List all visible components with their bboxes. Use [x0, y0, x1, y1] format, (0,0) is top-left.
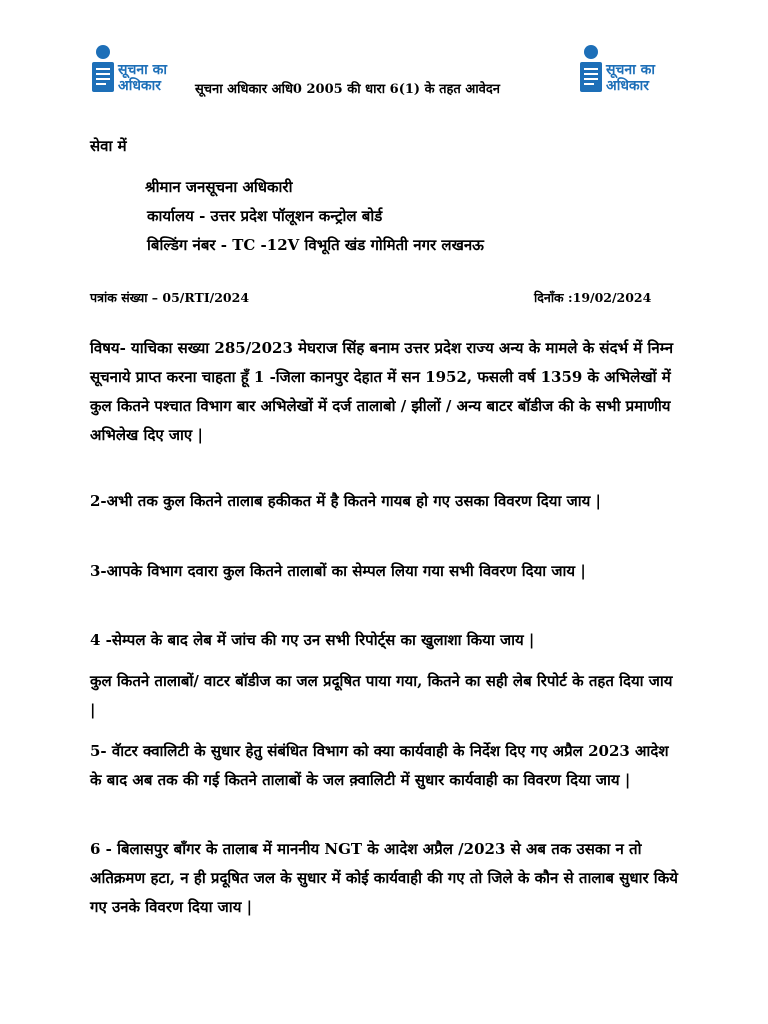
- logo-line2: अधिकार: [118, 78, 162, 94]
- building-line: बिल्डिंग नंबर - TC -12V विभूति खंड गोमिती नगर लखनऊ: [147, 236, 484, 254]
- polluted-count-paragraph: कुल कितने तालाबों/ वाटर बॉडीज का जल प्रदूषित पाया गया, कितने का सही लेब रिपोर्ट के तहत दिया जाय |: [90, 672, 673, 719]
- logo-text: [606, 62, 655, 94]
- point-4-paragraph: 4 -सेम्पल के बाद लेब में जांच की गए उन सभी रिपोर्ट्स का खुलाशा किया जाय |: [90, 631, 535, 649]
- subject-paragraph: विषय- याचिका सख्या 285/2023 मेघराज सिंह बनाम उत्तर प्रदेश राज्य अन्य के मामले के संदर्भ में निम्न सूचनाये प्राप्त करना चाहता हूँ 1 -जिला कानपुर देहात में सन 1952, फसली वर्ष 1359 के अभिलेखों में कुल कितने पश्चात विभाग बार अभिलेखों में दर्ज तालाबो / झीलों / अन्य बाटर बॉडीज की के सभी प्रमाणीय अभिलेख दिए जाए |: [90, 339, 674, 444]
- rti-emblem-icon: [578, 44, 608, 96]
- addressee-line: श्रीमान जनसूचना अधिकारी: [145, 178, 293, 196]
- letter-date: दिनाँक :19/02/2024: [534, 290, 652, 305]
- letter-reference: पत्रांक संख्या – 05/RTI/2024: [90, 290, 250, 305]
- rti-logo-right: [578, 44, 678, 104]
- point-3-paragraph: 3-आपके विभाग दवारा कुल कितने तालाबों का सेम्पल लिया गया सभी विवरण दिया जाय |: [90, 562, 586, 580]
- office-line: कार्यालय - उत्तर प्रदेश पॉलूशन कन्ट्रोल बोर्ड: [147, 207, 383, 225]
- header-title: सूचना अधिकार अधि0 2005 की धारा 6(1) के तहत आवेदन: [195, 82, 500, 97]
- point-2-paragraph: 2-अभी तक कुल कितने तालाब हकीकत में है कितने गायब हो गए उसका विवरण दिया जाय |: [90, 492, 601, 510]
- logo-text: [118, 62, 167, 94]
- point-6-paragraph: 6 - बिलासपुर बाँगर के तालाब में माननीय NGT के आदेश अप्रैल /2023 से अब तक उसका न तो अतिक्रमण हटा, न ही प्रदूषित जल के सुधार में कोई कार्यवाही की गए तो जिले के कौन से तालाब सुधार किये गए उनके विवरण दिया जाय |: [90, 840, 678, 916]
- point-5-paragraph: 5- वॅाटर क्वालिटी के सुधार हेतु संबंधित विभाग को क्या कार्यवाही के निर्देश दिए गए अप्रैल 2023 आदेश के बाद अब तक की गई कितने तालाबों के जल क़्वालिटी में सुधार कार्यवाही का विवरण दिया जाय |: [90, 742, 669, 789]
- logo-line2: अधिकार: [606, 78, 650, 94]
- rti-logo-left: [90, 44, 190, 104]
- logo-line1: सूचना का: [606, 62, 656, 78]
- rti-emblem-icon: [90, 44, 120, 96]
- logo-line1: सूचना का: [118, 62, 168, 78]
- greeting: सेवा में: [90, 137, 127, 155]
